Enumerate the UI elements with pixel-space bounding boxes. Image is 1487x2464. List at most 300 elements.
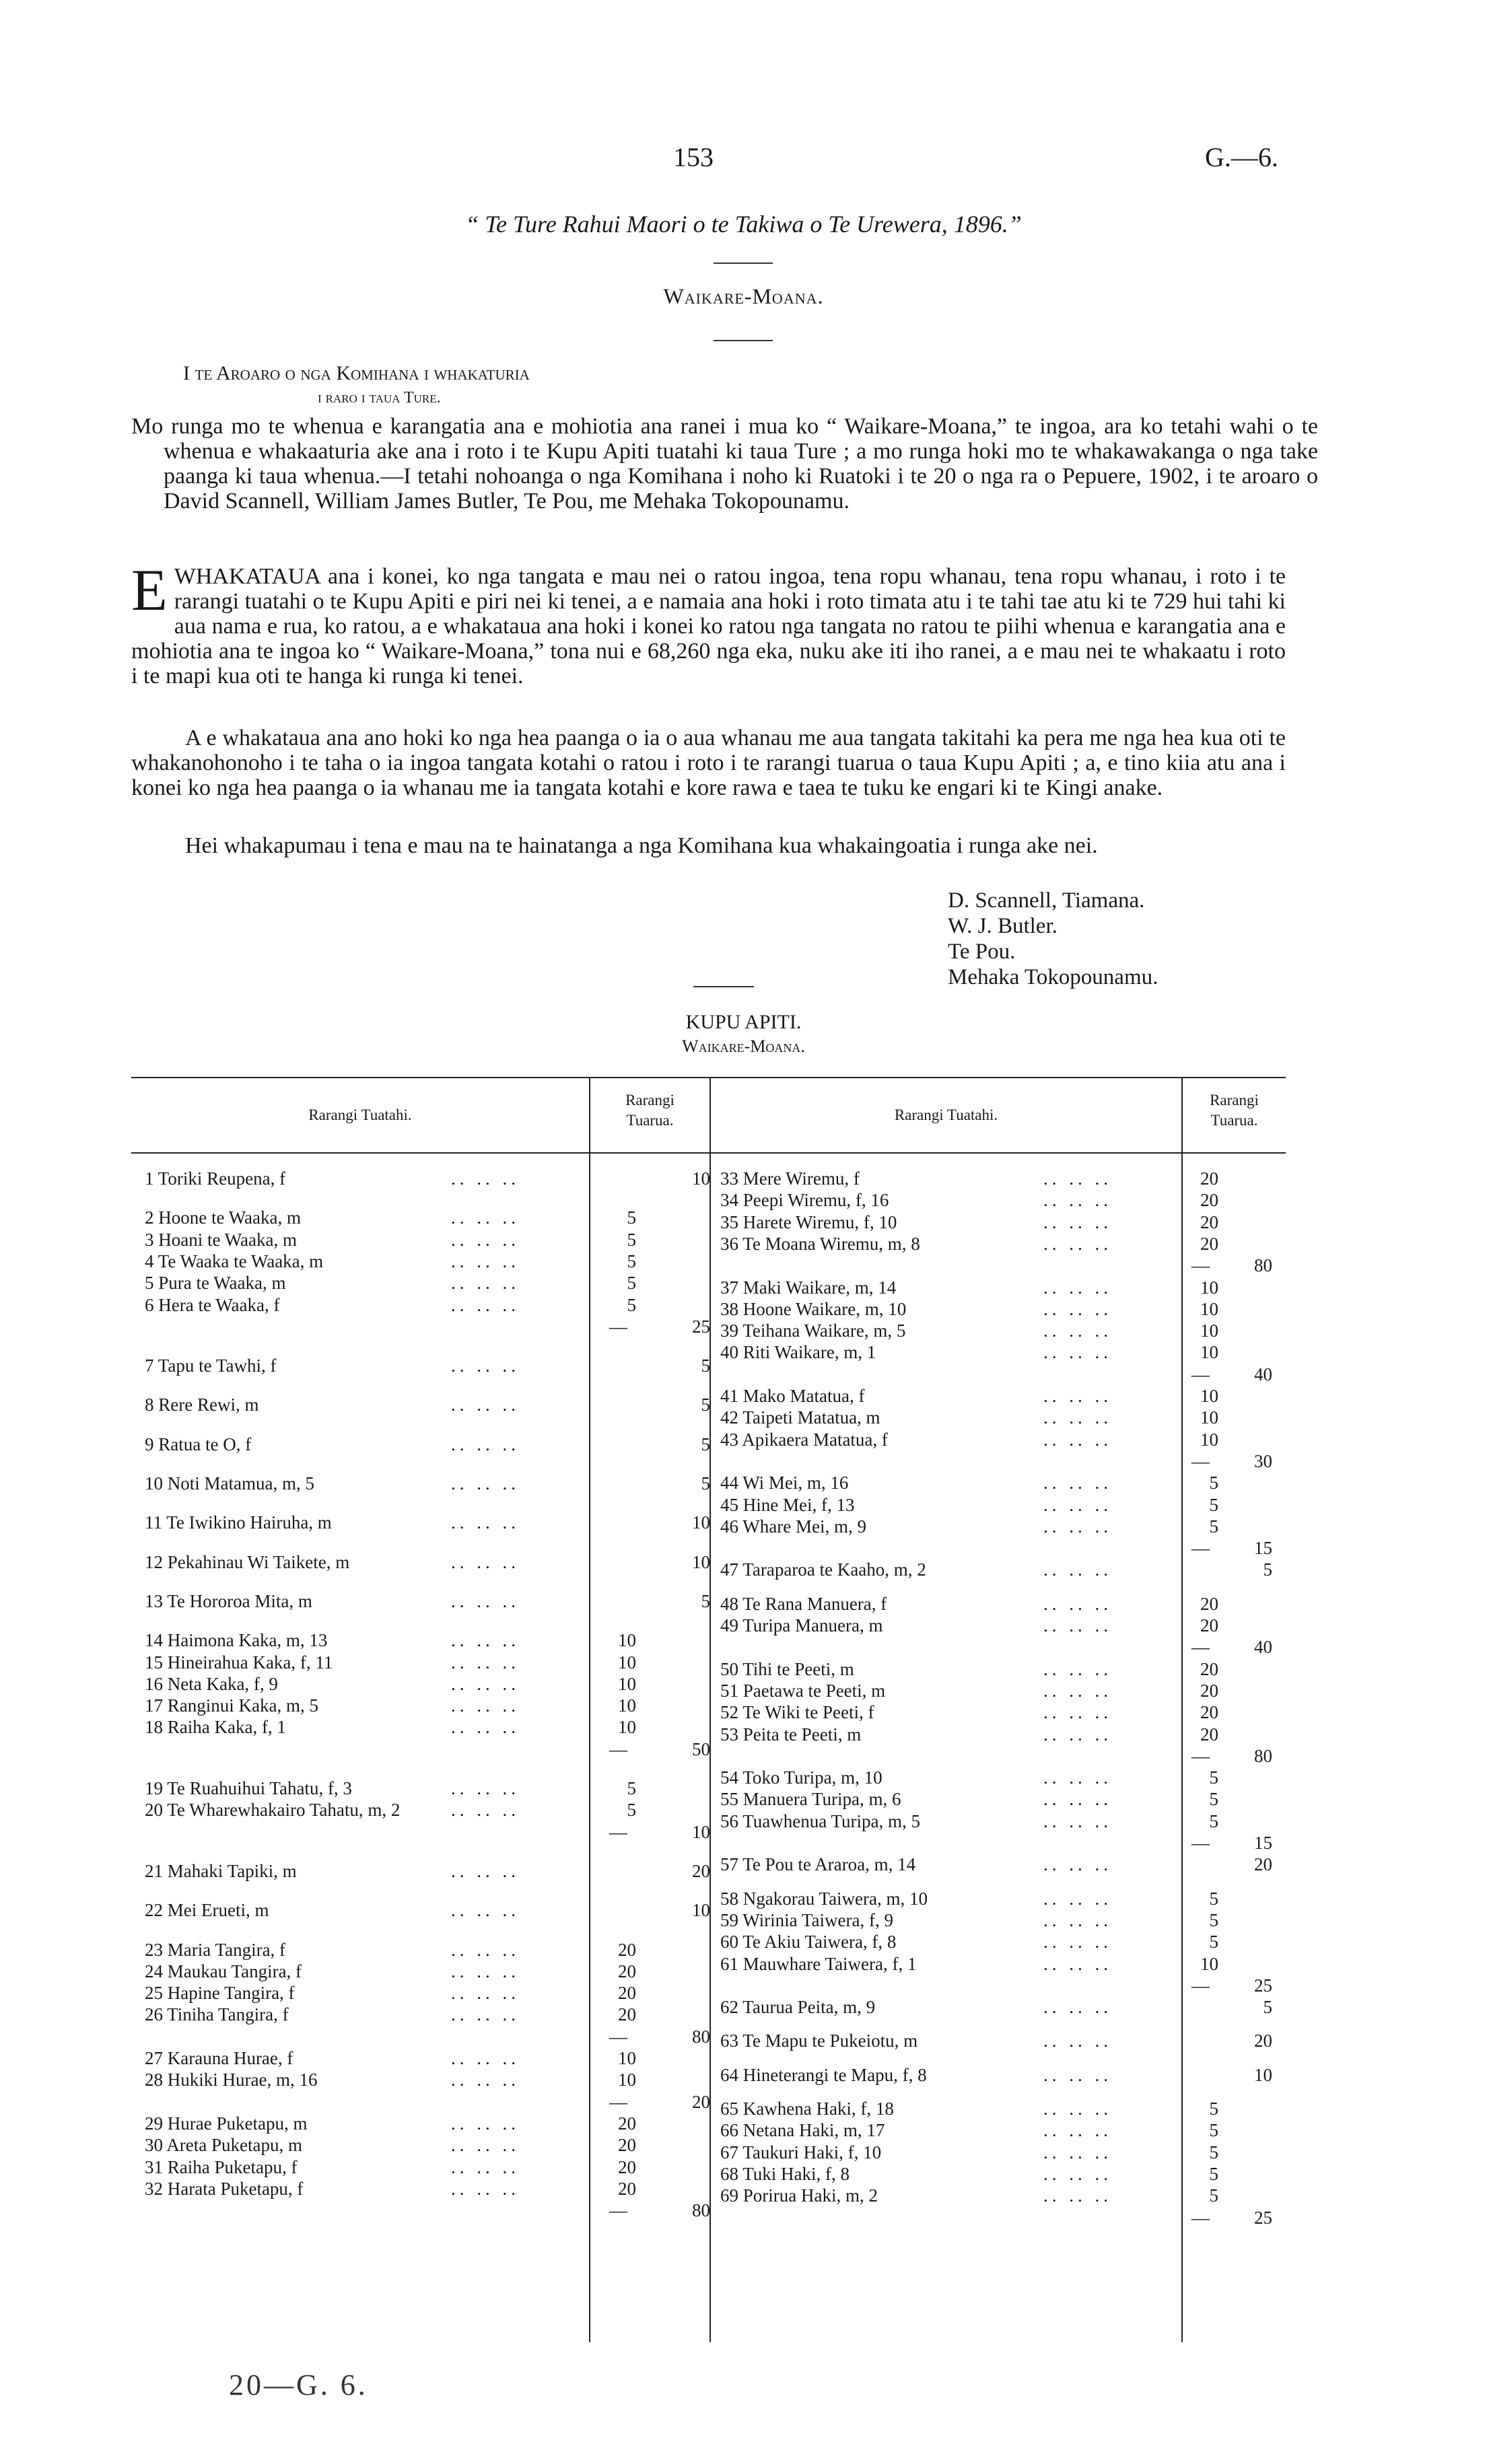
leader-dots: .. .. ..	[451, 2070, 520, 2090]
leader-dots: .. .. ..	[451, 1251, 520, 1271]
table-row	[145, 1695, 710, 1716]
share-value: 10	[618, 1652, 636, 1673]
table-row	[720, 1559, 1286, 1580]
total-value: 20	[692, 2091, 710, 2112]
commission-heading: I te Aroaro o nga Komihana i whakaturia	[183, 362, 530, 384]
table-row	[720, 1909, 1286, 1931]
table-row	[720, 1168, 1286, 1189]
entry-name: 12 Pekahinau Wi Taikete, m	[145, 1551, 350, 1572]
preamble-paragraph: Mo runga mo te whenua e karangatia ana e mohiotia ana ranei i mua ko “ Waikare-Moana,” te ingoa, ara ko tetahi wahi o te whenua e whakaaturia ake ana i roto i te Kupu Apiti tuatahi ki taua Ture ; a mo runga hoki mo te whakawakanga o nga take paanga ki taua whenua.—I tetahi nohoanga o nga Komihana i noho ki Ruatoki i te 20 o nga ra o Pepuere, 1902, i te aroaro o David Scannell, William James Butler, Te Pou, me Mehaka Tokopounamu.	[131, 414, 1318, 514]
divider	[714, 340, 773, 341]
total-value: 10	[692, 1512, 710, 1533]
leader-dots: .. .. ..	[1043, 2031, 1112, 2051]
total-value: 10	[1254, 2064, 1272, 2085]
leader-dots: .. .. ..	[451, 1778, 520, 1798]
schedule-title: KUPU APITI.	[685, 1011, 802, 1033]
total-value: 25	[692, 1316, 710, 1337]
table-row	[145, 1799, 710, 1821]
share-value: 5	[1209, 1909, 1218, 1930]
entry-name: 1 Toriki Reupena, f	[145, 1168, 286, 1189]
leader-dots: .. .. ..	[1043, 1298, 1112, 1319]
total-value: 5	[701, 1590, 710, 1611]
entry-name: 4 Te Waaka te Waaka, m	[145, 1251, 324, 1271]
share-value: —	[1191, 1538, 1210, 1559]
share-value: 5	[627, 1800, 636, 1821]
table-header-rule	[131, 1152, 1286, 1154]
entry-name: 67 Taukuri Haki, f, 10	[720, 2142, 882, 2162]
leader-dots: .. .. ..	[451, 2156, 520, 2177]
total-value: 30	[1254, 1450, 1272, 1471]
total-value: 25	[1254, 1975, 1272, 1996]
share-value: —	[609, 2200, 627, 2221]
entry-name: 66 Netana Haki, m, 17	[720, 2120, 885, 2141]
share-value: 10	[1200, 1407, 1218, 1428]
total-value: 15	[1254, 1538, 1272, 1559]
table-row	[145, 1251, 710, 1272]
table-row	[720, 1810, 1286, 1832]
total-value: 5	[1263, 1997, 1272, 2018]
table-row	[720, 1832, 1286, 1854]
entry-name: 47 Taraparoa te Kaaho, m, 2	[720, 1559, 926, 1580]
entry-name: 23 Maria Tangira, f	[145, 1939, 286, 1960]
share-value: 10	[618, 1717, 636, 1738]
share-value: 5	[1209, 1473, 1218, 1493]
table-row	[720, 1636, 1286, 1658]
entry-name: 48 Te Rana Manuera, f	[720, 1593, 887, 1614]
table-row	[145, 1551, 710, 1573]
share-value: —	[609, 1316, 627, 1337]
leader-dots: .. .. ..	[451, 1273, 520, 1294]
leader-dots: .. .. ..	[451, 1551, 520, 1572]
schedule-subtitle: Waikare-Moana.	[682, 1036, 805, 1056]
share-value: —	[1191, 1637, 1210, 1658]
table-row	[145, 1434, 710, 1455]
table-row	[720, 1255, 1286, 1276]
leader-dots: .. .. ..	[451, 2135, 520, 2156]
right-header-shares: Rarangi Tuarua.	[1210, 1092, 1259, 1129]
entry-name: 9 Ratua te O, f	[145, 1434, 252, 1454]
table-row	[145, 1961, 710, 1982]
entry-name: 21 Mahaki Tapiki, m	[145, 1860, 297, 1881]
entry-name: 22 Mei Erueti, m	[145, 1900, 269, 1921]
share-value: 5	[1209, 2163, 1218, 2184]
share-value: 20	[1200, 1233, 1218, 1254]
total-value: 5	[701, 1473, 710, 1493]
table-row	[145, 1777, 710, 1799]
entry-name: 60 Te Akiu Taiwera, f, 8	[720, 1932, 897, 1952]
share-value: 20	[1200, 1211, 1218, 1232]
table-row	[720, 2064, 1286, 2086]
share-value: 20	[618, 2135, 636, 2156]
total-value: 10	[692, 1551, 710, 1572]
total-value: 25	[1254, 2207, 1272, 2228]
act-title: “ Te Ture Rahui Maori o te Takiwa o Te Urewera, 1896.”	[465, 211, 1022, 238]
table-row	[145, 1272, 710, 1294]
share-value: 10	[1200, 1277, 1218, 1298]
share-value: —	[1191, 1975, 1210, 1996]
share-value: 5	[1209, 1932, 1218, 1952]
table-row	[720, 1724, 1286, 1745]
entry-name: 46 Whare Mei, m, 9	[720, 1516, 866, 1537]
table-row	[720, 1537, 1286, 1559]
total-value: 10	[692, 1168, 710, 1189]
leader-dots: .. .. ..	[451, 1652, 520, 1673]
total-value: 50	[692, 1738, 710, 1759]
share-value: 20	[1200, 1168, 1218, 1189]
table-row	[720, 1516, 1286, 1537]
table-row	[720, 2030, 1286, 2051]
table-row	[720, 1472, 1286, 1493]
table-row	[720, 1189, 1286, 1211]
share-value: 20	[1200, 1615, 1218, 1635]
entry-name: 15 Hineirahua Kaka, f, 11	[145, 1652, 333, 1673]
leader-dots: .. .. ..	[1043, 1593, 1112, 1614]
leader-dots: .. .. ..	[451, 1395, 520, 1415]
table-row	[145, 1590, 710, 1612]
total-value: 5	[1263, 1559, 1272, 1580]
leader-dots: .. .. ..	[1043, 1854, 1112, 1875]
share-value: 20	[1200, 1724, 1218, 1745]
table-row	[720, 1277, 1286, 1298]
leader-dots: .. .. ..	[451, 1673, 520, 1694]
entry-name: 69 Porirua Haki, m, 2	[720, 2185, 878, 2206]
share-value: —	[1191, 1450, 1210, 1471]
entry-name: 31 Raiha Puketapu, f	[145, 2156, 298, 2177]
entry-name: 14 Haimona Kaka, m, 13	[145, 1630, 328, 1651]
share-value: 5	[1209, 1767, 1218, 1788]
share-value: 10	[1200, 1321, 1218, 1341]
leader-dots: .. .. ..	[1043, 1810, 1112, 1831]
entry-name: 35 Harete Wiremu, f, 10	[720, 1211, 897, 1232]
leader-dots: .. .. ..	[451, 2004, 520, 2025]
share-value: 20	[618, 1939, 636, 1960]
share-value: —	[609, 1821, 627, 1842]
table-row	[720, 1593, 1286, 1615]
leader-dots: .. .. ..	[1043, 1473, 1112, 1493]
table-row	[145, 1229, 710, 1251]
share-value: 20	[618, 2113, 636, 2134]
table-row	[720, 1888, 1286, 1909]
left-header-shares: Rarangi Tuarua.	[625, 1092, 675, 1129]
entry-name: 59 Wirinia Taiwera, f, 9	[720, 1909, 893, 1930]
order-paragraph	[131, 558, 1286, 689]
leader-dots: .. .. ..	[451, 1434, 520, 1454]
total-value: 10	[692, 1900, 710, 1921]
leader-dots: .. .. ..	[1043, 1386, 1112, 1406]
leader-dots: .. .. ..	[1043, 1190, 1112, 1211]
share-value: 10	[1200, 1429, 1218, 1450]
total-value: 5	[701, 1434, 710, 1454]
entry-name: 42 Taipeti Matatua, m	[720, 1407, 880, 1428]
total-value: 80	[1254, 1745, 1272, 1766]
entry-name: 27 Karauna Hurae, f	[145, 2048, 293, 2068]
leader-dots: .. .. ..	[451, 2048, 520, 2068]
leader-dots: .. .. ..	[1043, 1559, 1112, 1580]
leader-dots: .. .. ..	[1043, 1932, 1112, 1952]
leader-dots: .. .. ..	[451, 2178, 520, 2199]
entry-name: 51 Paetawa te Peeti, m	[720, 1680, 886, 1701]
entry-name: 13 Te Hororoa Mita, m	[145, 1590, 312, 1611]
table-row	[145, 1355, 710, 1376]
table-row	[720, 1680, 1286, 1701]
share-value: 5	[1209, 2120, 1218, 2141]
table-row	[720, 1615, 1286, 1636]
share-value: —	[1191, 2207, 1210, 2228]
document-reference: G.—6.	[1205, 142, 1278, 172]
table-row	[145, 1716, 710, 1738]
table-row	[145, 1738, 710, 1760]
table-row	[145, 1629, 710, 1651]
leader-dots: .. .. ..	[451, 1939, 520, 1960]
share-value: 5	[627, 1251, 636, 1271]
table-row	[145, 2199, 710, 2221]
entry-name: 53 Peita te Peeti, m	[720, 1724, 862, 1745]
table-row	[720, 1211, 1286, 1233]
leader-dots: .. .. ..	[451, 1961, 520, 1981]
entry-name: 32 Harata Puketapu, f	[145, 2178, 304, 2199]
table-row	[145, 1316, 710, 1337]
share-value: 5	[1209, 2099, 1218, 2119]
entry-name: 37 Maki Waikare, m, 14	[720, 1277, 897, 1298]
share-value: 10	[1200, 1953, 1218, 1974]
entry-name: 29 Hurae Puketapu, m	[145, 2113, 308, 2134]
entry-name: 64 Hineterangi te Mapu, f, 8	[720, 2064, 927, 2085]
table-row	[720, 1320, 1286, 1341]
share-value: 5	[627, 1778, 636, 1798]
total-value: 80	[692, 2200, 710, 2221]
leader-dots: .. .. ..	[1043, 1702, 1112, 1723]
leader-dots: .. .. ..	[1043, 2163, 1112, 2184]
entry-name: 61 Mauwhare Taiwera, f, 1	[720, 1953, 917, 1974]
total-value: 15	[1254, 1833, 1272, 1853]
entry-name: 7 Tapu te Tawhi, f	[145, 1356, 277, 1376]
entry-name: 41 Mako Matatua, f	[720, 1386, 865, 1406]
share-value: 20	[1200, 1702, 1218, 1723]
left-header-names: Rarangi Tuatahi.	[308, 1106, 412, 1123]
entry-name: 55 Manuera Turipa, m, 6	[720, 1789, 901, 1810]
total-value: 20	[1254, 2031, 1272, 2051]
table-row	[720, 1233, 1286, 1255]
share-value: 20	[618, 2178, 636, 2199]
table-row	[720, 2163, 1286, 2185]
leader-dots: .. .. ..	[1043, 1233, 1112, 1254]
table-row	[720, 1975, 1286, 1996]
table-row	[145, 1294, 710, 1316]
table-row	[720, 1450, 1286, 1472]
share-value: —	[1191, 1255, 1210, 1276]
table-row	[145, 1982, 710, 2004]
table-row	[145, 1207, 710, 1228]
table-row	[145, 2026, 710, 2047]
leader-dots: .. .. ..	[1043, 1997, 1112, 2018]
leader-dots: .. .. ..	[1043, 1888, 1112, 1909]
entry-name: 54 Toko Turipa, m, 10	[720, 1767, 883, 1788]
share-value: 5	[627, 1273, 636, 1294]
total-value: 40	[1254, 1364, 1272, 1384]
share-value: 10	[618, 2048, 636, 2068]
leader-dots: .. .. ..	[451, 1695, 520, 1716]
entry-name: 45 Hine Mei, f, 13	[720, 1494, 855, 1515]
total-value: 10	[692, 1821, 710, 1842]
share-value: 5	[1209, 1888, 1218, 1909]
entry-name: 20 Te Wharewhakairo Tahatu, m, 2	[145, 1800, 401, 1821]
entry-name: 57 Te Pou te Araroa, m, 14	[720, 1854, 916, 1875]
leader-dots: .. .. ..	[451, 1900, 520, 1921]
entry-name: 28 Hukiki Hurae, m, 16	[145, 2070, 318, 2090]
entry-name: 65 Kawhena Haki, f, 18	[720, 2099, 894, 2119]
table-row	[720, 1494, 1286, 1516]
leader-dots: .. .. ..	[451, 2113, 520, 2134]
total-value: 40	[1254, 1637, 1272, 1658]
total-value: 20	[1254, 1854, 1272, 1875]
entry-name: 8 Rere Rewi, m	[145, 1395, 259, 1415]
share-value: —	[1191, 1833, 1210, 1853]
entry-name: 25 Hapine Tangira, f	[145, 1983, 295, 2004]
share-value: 5	[1209, 2142, 1218, 2162]
leader-dots: .. .. ..	[1043, 1615, 1112, 1635]
share-value: 20	[1200, 1680, 1218, 1701]
entry-name: 30 Areta Puketapu, m	[145, 2135, 302, 2156]
leader-dots: .. .. ..	[1043, 1767, 1112, 1788]
share-value: 5	[627, 1207, 636, 1228]
table-row	[720, 1385, 1286, 1407]
table-row	[720, 2119, 1286, 2141]
leader-dots: .. .. ..	[451, 1860, 520, 1881]
entry-name: 52 Te Wiki te Peeti, f	[720, 1702, 874, 1723]
entry-name: 44 Wi Mei, m, 16	[720, 1473, 849, 1493]
share-value: 20	[618, 1961, 636, 1981]
signatory-3: Te Pou.	[948, 940, 1016, 964]
leader-dots: .. .. ..	[451, 1473, 520, 1493]
entry-name: 58 Ngakorau Taiwera, m, 10	[720, 1888, 928, 1909]
block-heading: Waikare-Moana.	[663, 284, 824, 308]
share-value: 5	[1209, 2185, 1218, 2206]
leader-dots: .. .. ..	[451, 1800, 520, 1821]
entry-name: 11 Te Iwikino Hairuha, m	[145, 1512, 332, 1533]
table-row	[145, 2069, 710, 2090]
leader-dots: .. .. ..	[1043, 1680, 1112, 1701]
share-value: 5	[627, 1229, 636, 1250]
table-row	[720, 1854, 1286, 1875]
leader-dots: .. .. ..	[1043, 1342, 1112, 1363]
share-value: 20	[1200, 1658, 1218, 1679]
entry-name: 18 Raiha Kaka, f, 1	[145, 1717, 286, 1738]
table-row	[720, 1788, 1286, 1810]
divider	[693, 986, 754, 987]
share-value: 5	[1209, 1810, 1218, 1831]
share-value: —	[609, 1738, 627, 1759]
share-value: 10	[618, 1695, 636, 1716]
share-value: 5	[1209, 1516, 1218, 1537]
table-row	[720, 1658, 1286, 1680]
share-value: 10	[1200, 1298, 1218, 1319]
leader-dots: .. .. ..	[451, 1229, 520, 1250]
table-row	[145, 1939, 710, 1961]
leader-dots: .. .. ..	[451, 1630, 520, 1651]
table-row	[720, 1407, 1286, 1428]
table-row	[720, 2207, 1286, 2228]
entry-name: 68 Tuki Haki, f, 8	[720, 2163, 850, 2184]
share-value: 10	[1200, 1386, 1218, 1406]
share-value: 5	[1209, 1494, 1218, 1515]
signatory-1: D. Scannell, Tiamana.	[948, 888, 1145, 913]
entry-name: 63 Te Mapu te Pukeiotu, m	[720, 2031, 918, 2051]
leader-dots: .. .. ..	[1043, 2185, 1112, 2206]
table-row	[145, 1512, 710, 1533]
share-value: 10	[618, 1673, 636, 1694]
signatory-4: Mehaka Tokopounamu.	[948, 965, 1159, 989]
entry-name: 3 Hoani te Waaka, m	[145, 1229, 298, 1250]
share-value: 20	[1200, 1190, 1218, 1211]
share-value: 10	[1200, 1342, 1218, 1363]
entry-name: 36 Te Moana Wiremu, m, 8	[720, 1233, 920, 1254]
table-row	[720, 1364, 1286, 1385]
divider	[714, 262, 773, 264]
commission-heading-cont: i raro i taua Ture.	[318, 389, 441, 407]
leader-dots: .. .. ..	[1043, 2064, 1112, 2085]
leader-dots: .. .. ..	[451, 1207, 520, 1228]
entry-name: 19 Te Ruahuihui Tahatu, f, 3	[145, 1778, 352, 1798]
share-value: 10	[618, 1630, 636, 1651]
leader-dots: .. .. ..	[451, 1717, 520, 1738]
entry-name: 43 Apikaera Matatua, f	[720, 1429, 888, 1450]
table-row	[720, 1745, 1286, 1767]
entry-name: 5 Pura te Waaka, m	[145, 1273, 286, 1294]
entry-name: 50 Tihi te Peeti, m	[720, 1658, 854, 1679]
leader-dots: .. .. ..	[451, 1512, 520, 1533]
total-value: 5	[701, 1356, 710, 1376]
table-row	[145, 1673, 710, 1695]
table-row	[720, 1341, 1286, 1363]
leader-dots: .. .. ..	[451, 1983, 520, 2004]
table-row	[720, 1767, 1286, 1788]
table-row	[720, 1701, 1286, 1723]
share-value: —	[609, 2091, 627, 2112]
entry-name: 26 Tiniha Tangira, f	[145, 2004, 289, 2025]
leader-dots: .. .. ..	[1043, 1516, 1112, 1537]
signatory-2: W. J. Butler.	[948, 914, 1058, 938]
page-number: 153	[673, 142, 714, 172]
entry-name: 40 Riti Waikare, m, 1	[720, 1342, 876, 1363]
entry-name: 39 Teihana Waikare, m, 5	[720, 1321, 906, 1341]
entry-name: 34 Peepi Wiremu, f, 16	[720, 1190, 889, 1211]
table-row	[145, 2113, 710, 2134]
share-value: —	[609, 2026, 627, 2047]
shares-paragraph: A e whakataua ana ano hoki ko nga hea paanga o ia o aua whanau me aua tangata takitahi ka pera me nga hea kua oti te whakanohonoho i te taha o ia ingoa tangata kotahi o ratou i roto i te rarangi tuarua o taua Kupu Apiti ; a, e tino kiia atu ana i konei ko nga hea paanga o ia whanau me ia tangata kotahi e kore rawa e taea te tuku ke engari ki te Kingi anake.	[131, 726, 1286, 800]
entry-name: 33 Mere Wiremu, f	[720, 1168, 860, 1189]
leader-dots: .. .. ..	[1043, 2120, 1112, 2141]
right-header-names: Rarangi Tuatahi.	[894, 1106, 998, 1123]
table-row	[720, 1996, 1286, 2018]
table-row	[720, 1931, 1286, 1952]
table-row	[145, 2004, 710, 2025]
entry-name: 49 Turipa Manuera, m	[720, 1615, 883, 1635]
table-row	[145, 2091, 710, 2113]
table-row	[145, 1821, 710, 1843]
entry-name: 6 Hera te Waaka, f	[145, 1294, 280, 1315]
entry-name: 17 Ranginui Kaka, m, 5	[145, 1695, 318, 1716]
leader-dots: .. .. ..	[451, 1590, 520, 1611]
leader-dots: .. .. ..	[1043, 1211, 1112, 1232]
entry-name: 38 Hoone Waikare, m, 10	[720, 1298, 907, 1319]
leader-dots: .. .. ..	[1043, 1953, 1112, 1974]
table-row	[145, 1473, 710, 1494]
table-row	[720, 2185, 1286, 2206]
leader-dots: .. .. ..	[1043, 1321, 1112, 1341]
leader-dots: .. .. ..	[1043, 1429, 1112, 1450]
leader-dots: .. .. ..	[1043, 1789, 1112, 1810]
total-value: 80	[692, 2026, 710, 2047]
